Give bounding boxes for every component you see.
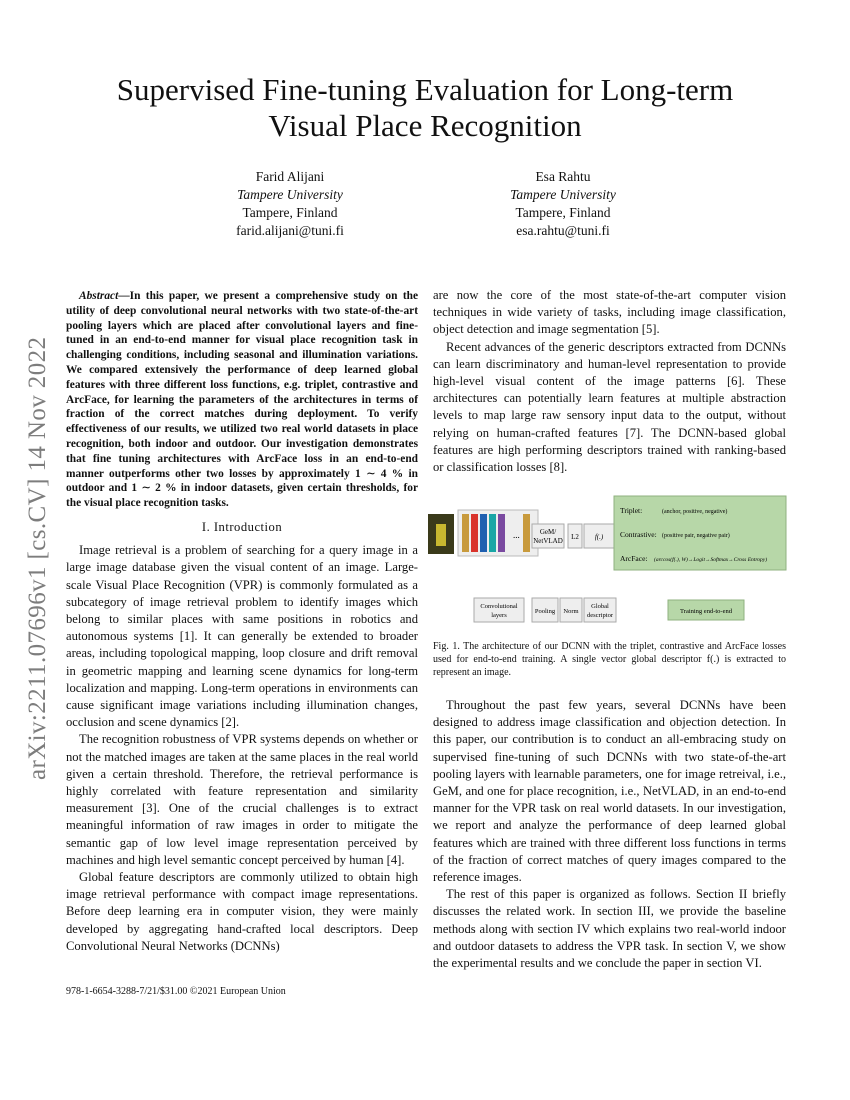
conv-layer-blue xyxy=(480,514,487,552)
architecture-diagram xyxy=(428,494,790,626)
left-column xyxy=(66,289,418,955)
triplet-text: (anchor, positive, negative) xyxy=(662,509,728,515)
input-image-corridor xyxy=(436,524,446,546)
author-location: Tampere, Finland xyxy=(242,205,338,220)
author-email: farid.alijani@tuni.fi xyxy=(236,223,344,238)
contrastive-label: Contrastive: xyxy=(620,530,657,539)
abstract-text: —In this paper, we present a comprehensive study on the utility of deep convolutional neural networks with two state-of-the-art pooling layers which are placed after convolutional layers and fine-tuned in an end-to-end manner for visual place recognition task in challenging conditions, including seasonal and illumination variations. We compared extensively the performance of deep learned global features with three different loss functions, e.g. triplet, contrastive and ArcFace, for learning the parameters of the architectures in terms of fraction of the correct matches during deployment. To verify effectiveness of our results, we utilized two real world datasets in place recognition, both indoor and outdoor. Our investigation demonstrates that fine tuning architectures with ArcFace loss in an end-to-end manner outperforms other two losses by approximately 1 ∼ 4 % in outdoor and 1 ∼ 2 % in indoor datasets, given certain thresholds, for the visual place recognition tasks. xyxy=(66,290,418,510)
norm-label: L2 xyxy=(571,533,579,541)
abstract-label: Abstract xyxy=(79,290,119,302)
section-heading-introduction: I. Introduction xyxy=(201,519,283,534)
conv-layer-teal xyxy=(489,514,496,552)
arcface-text: (arccos(f(.), W)→Logit→Softmax→Cross Entropy) xyxy=(654,557,768,563)
author-location: Tampere, Finland xyxy=(515,205,611,220)
author-name: Farid Alijani xyxy=(255,169,325,184)
author-affiliation: Tampere University xyxy=(510,187,616,202)
arxiv-stamp: arXiv:2211.07696v1 [cs.CV] 14 Nov 2022 xyxy=(24,336,51,780)
right-column-bottom xyxy=(433,697,786,972)
paper-title xyxy=(60,72,790,144)
copyright-footer: 978-1-6654-3288-7/21/$31.00 ©2021 European Union xyxy=(66,986,286,997)
title-line-1: Supervised Fine-tuning Evaluation for Long-term xyxy=(116,72,734,107)
paragraph: Image retrieval is a problem of searching for a query image in a large image database given the visual content of an image. Large-scale Visual Place Recognition (VPR) is commonly formulated as a subcategory of image retrieval problem to identify images which belong to similar places with same positions in robotics and autonomous systems [1]. It can generally be extended to broader areas, including topological mapping, loop closure and drift removal in geometric mapping and learning scene dynamics for long-term localization and mapping. Long-term operations in environments can cause significant image variations including illumination changes, occlusion and scene dynamics [2]. xyxy=(66,543,418,730)
legend-norm-label: Norm xyxy=(563,608,579,615)
author-email: esa.rahtu@tuni.fi xyxy=(516,223,610,238)
conv-layer-purple xyxy=(498,514,505,552)
legend-global-label: Global xyxy=(591,603,609,610)
paragraph: Global feature descriptors are commonly utilized to obtain high image retrieval performance with compact image representations. Before deep learning era in computer vision, they were mainly developed by aggregating hand-crafted local descriptors. Deep Convolutional Neural Networks (DCNNs) xyxy=(66,870,418,953)
legend-pooling-label: Pooling xyxy=(534,608,556,615)
arcface-label: ArcFace: xyxy=(620,554,648,563)
triplet-label: Triplet: xyxy=(620,506,643,515)
conv-dots: ... xyxy=(513,530,520,540)
title-line-2: Visual Place Recognition xyxy=(268,108,582,143)
right-column-top xyxy=(433,287,786,476)
author-block-2 xyxy=(463,168,663,240)
author-name: Esa Rahtu xyxy=(535,169,591,184)
contrastive-text: (positive pair, negative pair) xyxy=(662,533,730,539)
conv-layer-wood-last xyxy=(523,514,530,552)
paragraph: are now the core of the most state-of-the-art computer vision techniques in wide variety of tasks, including image classification, object detection and image segmentation [5]. xyxy=(433,288,786,337)
architecture-figure xyxy=(428,494,790,626)
conv-layer-wood xyxy=(462,514,469,552)
pooling-label-2: NetVLAD xyxy=(533,537,563,545)
figure-caption: Fig. 1. The architecture of our DCNN with the triplet, contrastive and ArcFace losses used for end-to-end training. A single vector global descriptor f(.) is extracted to represent an image. xyxy=(433,641,786,678)
paragraph: The rest of this paper is organized as follows. Section II briefly discusses the related work. In section III, we provide the baseline methods along with section IV which explains two real-world indoor and outdoor datasets to address the VPR task. In section V, we show the experimental results and we conclude the paper in section VI. xyxy=(433,887,786,971)
legend-training-label: Training end-to-end xyxy=(680,608,732,615)
global-descriptor-label: f(.) xyxy=(594,533,604,541)
author-affiliation: Tampere University xyxy=(237,187,343,202)
legend-conv-label-2: layers xyxy=(491,612,507,619)
paragraph: Throughout the past few years, several DCNNs have been designed to address image classification and objection detection. In this paper, our contribution is to conduct an all-embracing study on supervised fine-tuning of such DCNNs with two state-of-the-art pooling layers with learnable parameters, one for image retreival, i.e., GeM, and one for place recognition, i.e., NetVLAD, in an end-to-end manner for the VPR task on real world datasets. In our investigation, we report and analyze the performance of deep learned global features which are trained with three different loss functions in terms of the fraction of correct matches of query images compared to the reference images. xyxy=(433,698,786,885)
conv-layer-red xyxy=(471,514,478,552)
paragraph: The recognition robustness of VPR systems depends on whether or not the matched images are taken at the same places in the real world given a certain threshold. Therefore, the retrieval performance is highly correlated with feature representation and similarity measurement [3]. One of the crucial challenges is to extract meaningful information of raw images in order to mitigate the semantic gap of low level image representation perceived by machines and high level semantic concept perceived by human [4]. xyxy=(66,732,418,867)
pooling-label: GeM/ xyxy=(539,528,557,536)
legend-conv-label: Convolutional xyxy=(480,603,518,610)
legend-global-label-2: descriptor xyxy=(587,612,613,619)
abstract xyxy=(66,289,418,511)
paragraph: Recent advances of the generic descriptors extracted from DCNNs can learn discriminatory and human-level representation to provide high-level visual content of the image patterns [6]. These architectures can potentially learn features at multiple abstraction levels to map large raw sensory input data to the output, without relying on human-crafted features [7]. The DCNN-based global features are high performing descriptors trained with ranking-based or classification losses [8]. xyxy=(433,339,786,475)
author-block-1 xyxy=(190,168,390,240)
